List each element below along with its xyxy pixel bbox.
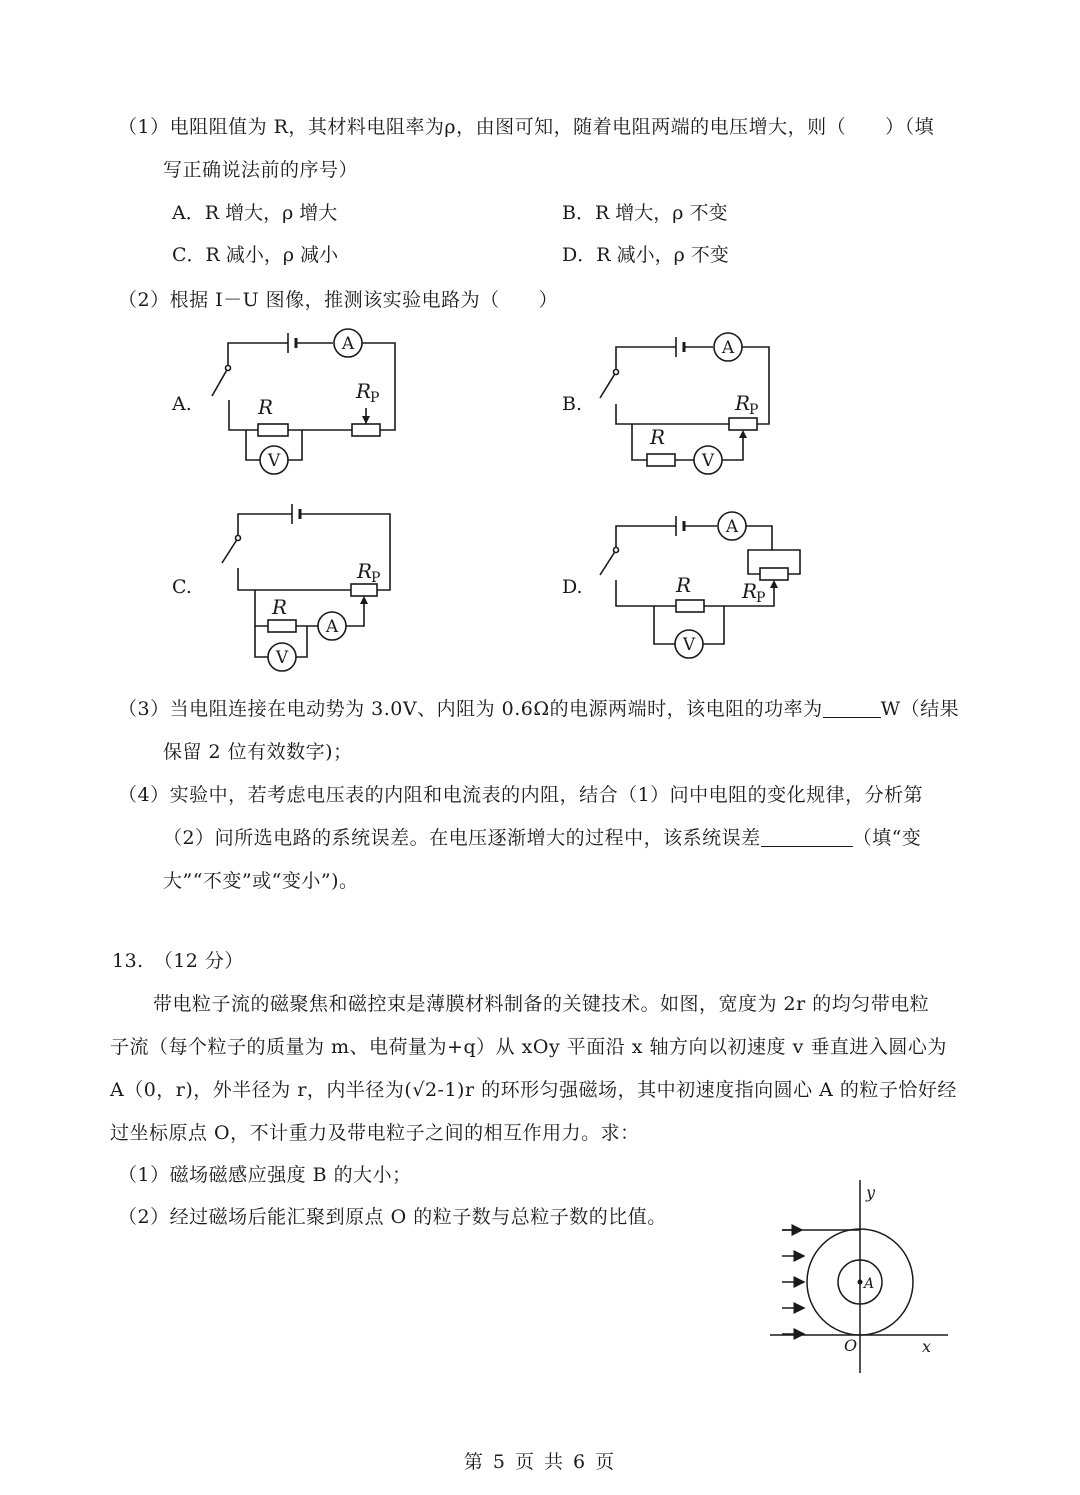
y-axis-label: y <box>866 1183 876 1202</box>
center-point-a <box>858 1280 863 1285</box>
rheostat-label-a: R <box>356 379 372 403</box>
q12-part1-option-b: B．R 增大，ρ 不变 <box>562 202 728 224</box>
circuit-label-c: C. <box>172 576 192 598</box>
x-axis-label: x <box>922 1337 932 1356</box>
circuit-label-a: A. <box>172 393 192 415</box>
q12-part1-option-c: C．R 减小，ρ 减小 <box>172 244 339 266</box>
q12-part3-text-b: W（结果 <box>880 698 960 720</box>
page-footer: 第 5 页 共 6 页 <box>463 1451 617 1473</box>
magnetic-field-figure <box>760 1175 960 1385</box>
voltmeter-label-c: V <box>275 648 289 668</box>
voltmeter-label-a: V <box>267 451 281 471</box>
q12-part1-line1: （1）电阻阻值为 R，其材料电阻率为ρ，由图可知，随着电阻两端的电压增大，则（ ）（填 <box>118 116 935 138</box>
q13-body-line3-a: A（0，r)，外半径为 r，内半径为(√2-1) <box>110 1079 465 1101</box>
rheostat-sub-c: P <box>371 570 381 586</box>
rheostat-sub-b: P <box>749 402 759 418</box>
q13-body-line2: 子流（每个粒子的质量为 m、电荷量为+q）从 xOy 平面沿 x 轴方向以初速度 v 垂直进入圆心为 <box>110 1036 947 1058</box>
q12-part1-option-a: A．R 增大，ρ 增大 <box>172 202 338 224</box>
ammeter-label-b: A <box>721 338 735 358</box>
circuit-label-b: B. <box>562 393 583 415</box>
circuit-d <box>600 512 800 658</box>
voltmeter-label-d: V <box>682 635 696 655</box>
q13-body-line3 <box>110 1075 957 1102</box>
q12-part1-option-d: D．R 减小，ρ 不变 <box>562 244 729 266</box>
ammeter-label-d: A <box>725 517 739 537</box>
origin-label: O <box>844 1336 858 1355</box>
center-label: A <box>864 1276 875 1292</box>
q12-part4-line2 <box>163 823 921 850</box>
ammeter-label-a: A <box>341 334 355 354</box>
resistor-label-r-a: R <box>258 395 274 419</box>
circuit-c <box>222 504 390 671</box>
q12-part3-line2: 保留 2 位有效数字)； <box>163 741 353 763</box>
circuit-label-d: D. <box>562 576 583 598</box>
q12-part4-text-b: （填“变 <box>852 827 922 849</box>
q12-part1-line2: 写正确说法前的序号） <box>163 159 359 181</box>
q12-part4-line1: （4）实验中，若考虑电压表的内阻和电流表的内阻，结合（1）问中电阻的变化规律，分析第 <box>118 784 924 806</box>
resistor-label-r-c: R <box>272 595 288 619</box>
resistor-label-r-d: R <box>676 573 692 597</box>
q13-body-line4: 过坐标原点 O，不计重力及带电粒子之间的相互作用力。求： <box>110 1122 640 1144</box>
q13-sub1: （1）磁场磁感应强度 B 的大小； <box>118 1164 412 1186</box>
rheostat-label-c: R <box>357 559 373 583</box>
resistor-label-r-b: R <box>650 425 666 449</box>
ammeter-label-c: A <box>325 617 339 637</box>
answer-blank-power[interactable] <box>823 699 881 718</box>
q12-part4-text-a: （2）问所选电路的系统误差。在电压逐渐增大的过程中，该系统误差 <box>163 827 761 849</box>
rheostat-sub-a: P <box>370 390 380 406</box>
q13-sub2: （2）经过磁场后能汇聚到原点 O 的粒子数与总粒子数的比值。 <box>118 1206 667 1228</box>
q13-body-line3-b: r 的环形匀强磁场，其中初速度指向圆心 A 的粒子恰好经 <box>464 1079 957 1101</box>
q13-body-line1: 带电粒子流的磁聚焦和磁控束是薄膜材料制备的关键技术。如图，宽度为 2r 的均匀带电粒 <box>153 993 930 1015</box>
q12-part4-line3: 大”“不变”或“变小”)。 <box>163 870 359 892</box>
answer-blank-error[interactable] <box>761 828 853 847</box>
circuit-diagrams <box>0 0 1080 700</box>
voltmeter-label-b: V <box>701 451 715 471</box>
q12-part3-line1 <box>118 694 959 721</box>
q13-header: 13. （12 分） <box>112 950 244 972</box>
q12-part2-line: （2）根据 I－U 图像，推测该实验电路为（ ） <box>118 289 559 311</box>
rheostat-sub-d: P <box>756 590 766 606</box>
rheostat-label-b: R <box>735 391 751 415</box>
q12-part3-text-a: （3）当电阻连接在电动势为 3.0V、内阻为 0.6Ω的电源两端时，该电阻的功率为 <box>118 698 823 720</box>
rheostat-label-d: R <box>742 579 758 603</box>
